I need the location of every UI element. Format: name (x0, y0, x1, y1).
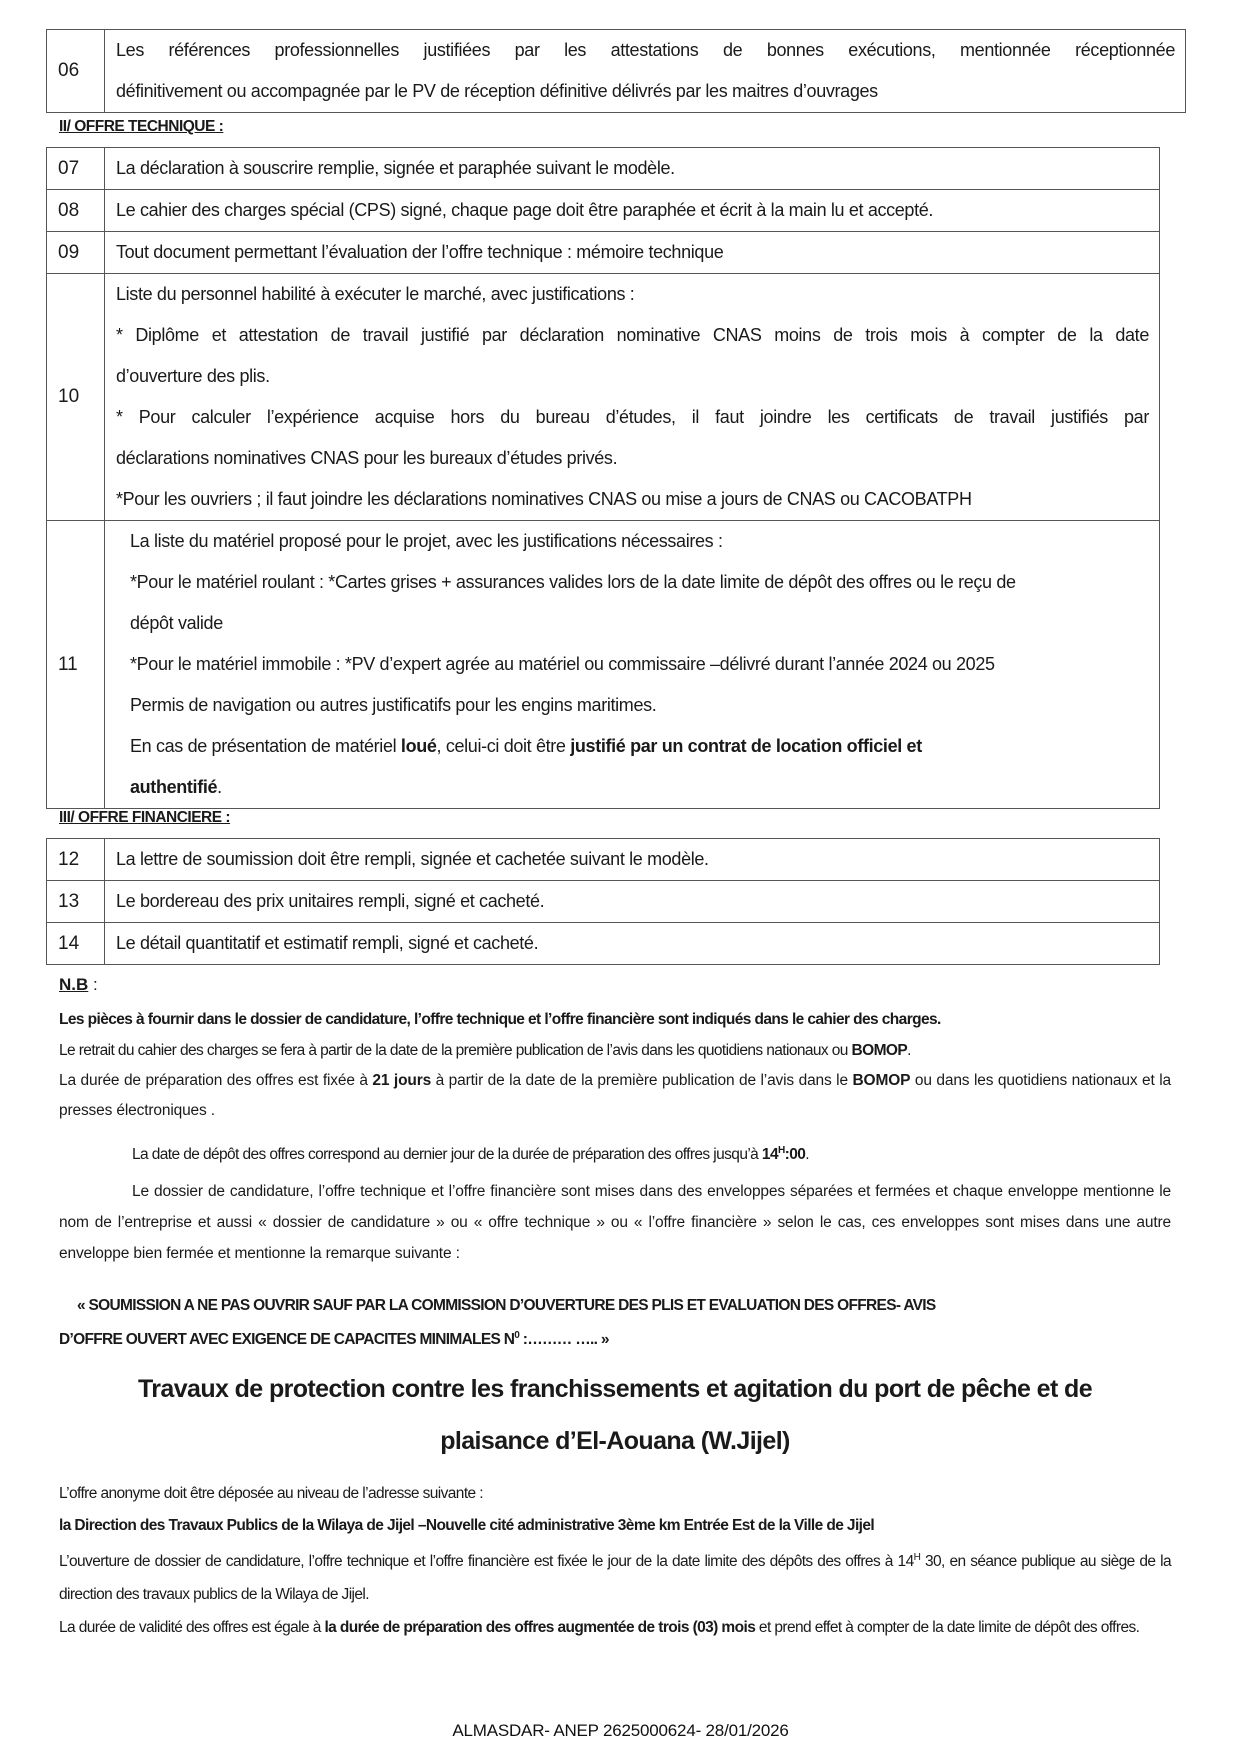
text-run: . (907, 1042, 911, 1059)
text-run-bold: la durée de préparation des offres augmentée de trois (03) mois (324, 1619, 756, 1636)
footer-reference: ALMASDAR- ANEP 2625000624- 28/01/2026 (452, 1721, 789, 1740)
text-run: , celui-ci doit être (436, 736, 571, 756)
text-run: ou dans les quotidiens nationaux et la presses électroniques . (59, 1072, 1171, 1119)
text-run-bold: BOMOP (852, 1072, 911, 1089)
row-text (105, 190, 1160, 232)
row-number: 10 (47, 274, 105, 521)
text-run: . (805, 1146, 809, 1163)
nb-paragraph-1: Les pièces à fournir dans le dossier de candidature, l’offre technique et l’offre financière sont indiqués dans le cahier des charges. (59, 1011, 941, 1028)
row-text-line: Le bordereau des prix unitaires rempli, signé et cacheté. (116, 891, 545, 911)
row-text (105, 30, 1186, 113)
row-number: 08 (47, 190, 105, 232)
row-text-line: La déclaration à souscrire remplie, signée et paraphée suivant le modèle. (116, 158, 675, 178)
project-title (59, 1363, 1171, 1467)
row-text (105, 521, 1160, 809)
table-row (47, 521, 1160, 809)
project-title-line-2: plaisance d’El-Aouana (W.Jijel) (440, 1427, 790, 1455)
text-run: La date de dépôt des offres correspond au dernier jour de la durée de préparation des offres jusqu’à (132, 1146, 762, 1163)
requirements-table-technique (46, 147, 1160, 809)
row-text-line: *Pour le matériel immobile : *PV d’expert agrée au matériel ou commissaire –délivré durant l’année 2024 ou 2025 (130, 654, 995, 674)
nb-colon: : (88, 975, 98, 994)
text-run: La durée de préparation des offres est fixée à (59, 1072, 373, 1089)
row-text-line: Le détail quantitatif et estimatif rempli, signé et cacheté. (116, 933, 539, 953)
table-row (47, 30, 1186, 113)
row-text-line: *Pour les ouvriers ; il faut joindre les déclarations nominatives CNAS ou mise a jours de CNAS ou CACOBATPH (116, 489, 972, 509)
row-text-line: dépôt valide (130, 613, 223, 633)
table-row (47, 839, 1160, 881)
closing-paragraph-1: L’offre anonyme doit être déposée au niveau de l’adresse suivante : (59, 1485, 483, 1502)
nb-paragraph-2 (59, 1036, 1171, 1066)
row-text-line: *Pour le matériel roulant : *Cartes grises + assurances valides lors de la date limite de dépôt des offres ou le reçu de (130, 572, 1016, 592)
text-run-sup: 0 (514, 1329, 520, 1341)
table-row (47, 923, 1160, 965)
text-run: et prend effet à compter de la date limite de dépôt des offres. (755, 1619, 1140, 1636)
text-run: En cas de présentation de matériel (130, 736, 401, 756)
text-run-sup: H (913, 1551, 921, 1563)
row-text-line: Les références professionnelles justifiées par les attestations de bonnes exécutions, mentionnée réceptionnée (116, 40, 1175, 60)
text-run: La durée de validité des offres est égale à (59, 1619, 325, 1636)
table-row (47, 190, 1160, 232)
closing-paragraph-3 (59, 1545, 1171, 1611)
text-run-bold: 21 jours (372, 1072, 432, 1089)
project-title-line-1: Travaux de protection contre les franchissements et agitation du port de pêche et de (137, 1375, 1092, 1403)
row-text (105, 923, 1160, 965)
row-number: 09 (47, 232, 105, 274)
text-run: 30, en séance publique au siège de la direction des travaux publics de la Wilaya de Jijel. (59, 1553, 1171, 1603)
row-text (105, 274, 1160, 521)
row-number: 06 (47, 30, 105, 113)
row-text-line: Liste du personnel habilité à exécuter le marché, avec justifications : (116, 284, 635, 304)
table-row (47, 232, 1160, 274)
row-text-line: La liste du matériel proposé pour le projet, avec les justifications nécessaires : (130, 531, 723, 551)
envelope-remark-line-1: « SOUMISSION A NE PAS OUVRIR SAUF PAR LA COMMISSION D’OUVERTURE DES PLIS ET EVALUATION DES OFFRES- AVIS (77, 1297, 936, 1314)
row-text-line: Le cahier des charges spécial (CPS) signé, chaque page doit être paraphée et écrit à la main lu et accepté. (116, 200, 934, 220)
row-number: 12 (47, 839, 105, 881)
row-text-line: * Diplôme et attestation de travail justifié par déclaration nominative CNAS moins de trois mois à compter de la date (116, 325, 1149, 345)
text-run-bold: BOMOP (851, 1042, 908, 1059)
row-text-line: La lettre de soumission doit être rempli, signée et cachetée suivant le modèle. (116, 849, 709, 869)
text-run: D’OFFRE OUVERT AVEC EXIGENCE DE CAPACITES MINIMALES N (59, 1331, 515, 1348)
text-run-sup: H (777, 1144, 785, 1156)
row-text-line (130, 767, 1149, 808)
row-number: 13 (47, 881, 105, 923)
row-text-line: Permis de navigation ou autres justificatifs pour les engins maritimes. (130, 695, 657, 715)
row-text-line: Tout document permettant l’évaluation der l’offre technique : mémoire technique (116, 242, 724, 262)
nb-heading (59, 975, 98, 995)
text-run: Le retrait du cahier des charges se fera à partir de la date de la première publication de l’avis dans les quotidiens nationaux ou (59, 1042, 852, 1059)
table-row (47, 881, 1160, 923)
nb-paragraph-4 (59, 1140, 1171, 1170)
table-row (47, 274, 1160, 521)
nb-paragraph-5: Le dossier de candidature, l’offre technique et l’offre financière sont mises dans des enveloppes séparées et fermées et chaque enveloppe mentionne le nom de l’entreprise et aussi « dossier de candidature » ou « offre technique » ou « l’offre financière » selon le cas, ces enveloppes sont mises dans une autre enveloppe bien fermée et mentionne la remarque suivante : (59, 1183, 1171, 1262)
requirements-table-admin (46, 29, 1186, 113)
text-run-bold: :00 (784, 1146, 806, 1163)
row-text (105, 839, 1160, 881)
text-run-bold: 14 (761, 1146, 778, 1163)
text-run: :……… ….. » (519, 1331, 609, 1348)
row-text-line: définitivement ou accompagnée par le PV de réception définitive délivrés par les maitres d’ouvrages (116, 81, 878, 101)
closing-paragraph-4 (59, 1611, 1171, 1644)
text-run: L’ouverture de dossier de candidature, l’offre technique et l’offre financière est fixée le jour de la date limite des dépôts des offres à 14 (59, 1553, 914, 1570)
row-text-line: * Pour calculer l’expérience acquise hors du bureau d’études, il faut joindre les certificats de travail justifiés par (116, 407, 1149, 427)
row-text (105, 148, 1160, 190)
nb-label: N.B (59, 975, 89, 994)
closing-address: la Direction des Travaux Publics de la Wilaya de Jijel –Nouvelle cité administrative 3ème km Entrée Est de la Ville de Jijel (59, 1517, 875, 1534)
requirements-table-financiere (46, 838, 1160, 965)
row-number: 11 (47, 521, 105, 809)
section-heading-financiere: III/ OFFRE FINANCIERE : (59, 809, 231, 826)
table-row (47, 148, 1160, 190)
envelope-remark-line-2 (59, 1331, 609, 1349)
nb-paragraph-3 (59, 1066, 1171, 1126)
text-run-bold: loué (400, 736, 437, 756)
text-run-bold: authentifié (130, 777, 218, 797)
row-text (105, 232, 1160, 274)
row-number: 07 (47, 148, 105, 190)
text-run: . (217, 777, 222, 797)
text-run-bold: justifié par un contrat de location officiel et (570, 736, 922, 756)
row-text-line (130, 726, 1149, 767)
text-run: à partir de la date de la première publication de l’avis dans le (431, 1072, 853, 1089)
row-text-line: d’ouverture des plis. (116, 366, 270, 386)
section-heading-technique: II/ OFFRE TECHNIQUE : (59, 118, 224, 135)
row-text-line: déclarations nominatives CNAS pour les bureaux d’études privés. (116, 448, 618, 468)
row-text (105, 881, 1160, 923)
row-number: 14 (47, 923, 105, 965)
